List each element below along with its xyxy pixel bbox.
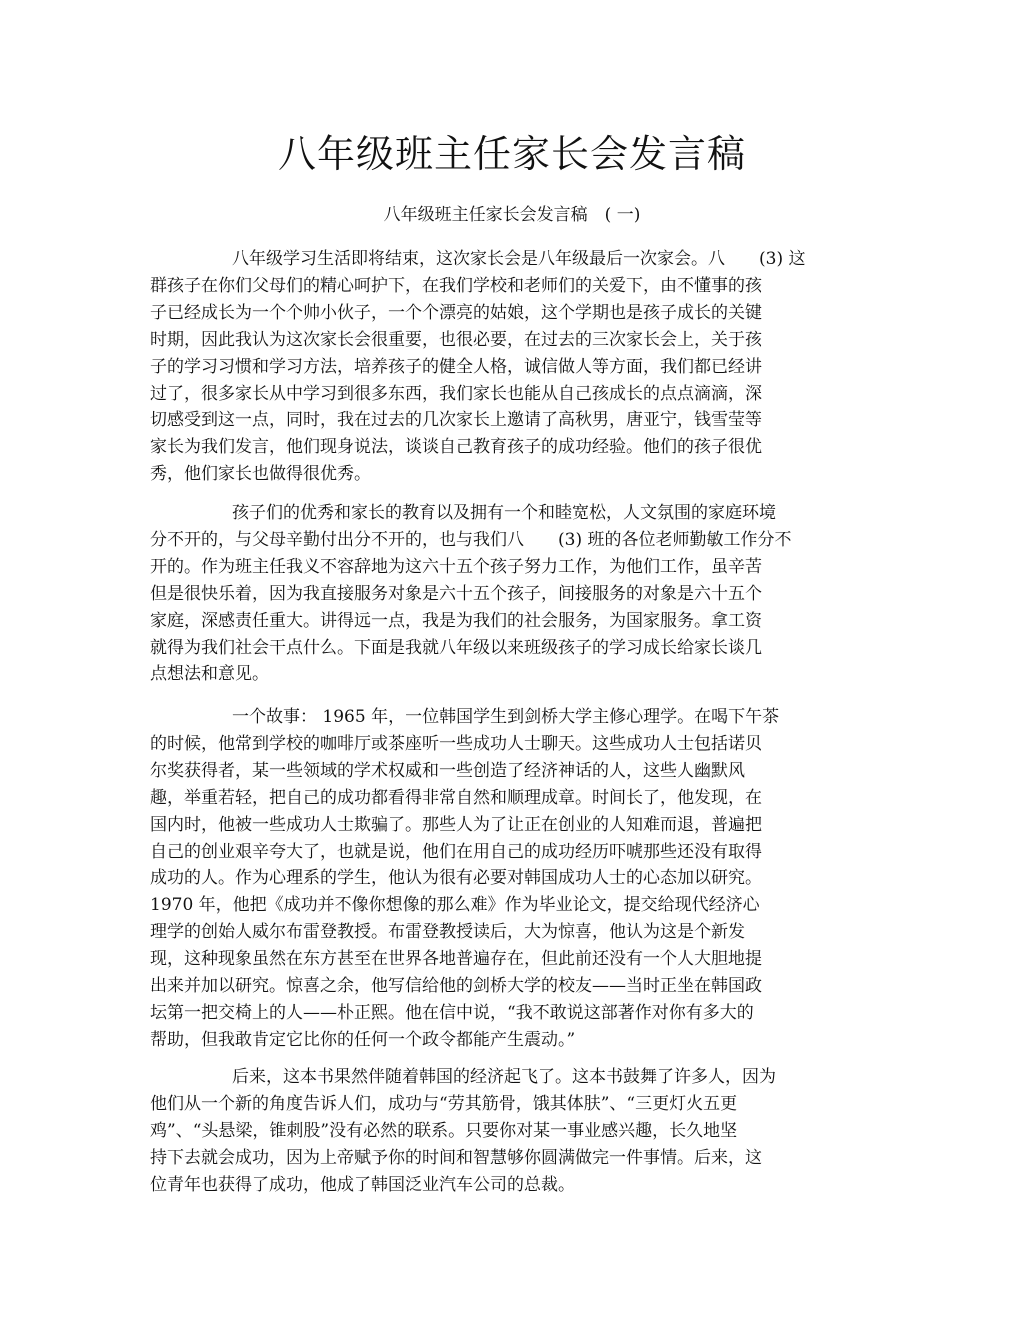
paragraph-2 bbox=[150, 500, 865, 688]
paragraph-line: 子已经成长为一个个帅小伙子，一个个漂亮的姑娘，这个学期也是孩子成长的关键 bbox=[150, 302, 762, 323]
paragraph-line: 1970 年，他把《成功并不像你想像的那么难》作为毕业论文，提交给现代经济心 bbox=[150, 895, 760, 916]
paragraph-line: 切感受到这一点，同时，我在过去的几次家长上邀请了高秋男，唐亚宁，钱雪莹等 bbox=[150, 410, 762, 431]
paragraph-line: 分不开的，与父母辛勤付出分不开的，也与我们八 (3) 班的各位老师勤敏工作分不 bbox=[150, 529, 792, 550]
paragraph-line: 群孩子在你们父母们的精心呵护下，在我们学校和老师们的关爱下，由不懂事的孩 bbox=[150, 275, 762, 296]
paragraph-line: 他们从一个新的角度告诉人们，成功与“劳其筋骨，饿其体肤”、“三更灯火五更 bbox=[150, 1093, 738, 1114]
paragraph-line: 八年级学习生活即将结束，这次家长会是八年级最后一次家会。八 (3) 这 bbox=[232, 249, 806, 269]
paragraph-line: 后来，这本书果然伴随着韩国的经济起飞了。这本书鼓舞了许多人，因为 bbox=[232, 1067, 776, 1087]
page-subtitle: 八年级班主任家长会发言稿 ( 一) bbox=[383, 205, 641, 225]
paragraph-line: 孩子们的优秀和家长的教育以及拥有一个和睦宽松，人文氛围的家庭环境 bbox=[232, 503, 776, 523]
paragraph-line: 理学的创始人威尔布雷登教授。布雷登教授读后，大为惊喜，他认为这是个新发 bbox=[150, 922, 745, 943]
paragraph-line: 但是很快乐着，因为我直接服务对象是六十五个孩子，间接服务的对象是六十五个 bbox=[150, 583, 762, 604]
paragraph-line: 点想法和意见。 bbox=[150, 664, 269, 685]
paragraph-line: 帮助，但我敢肯定它比你的任何一个政令都能产生震动。” bbox=[150, 1029, 576, 1050]
paragraph-line: 国内时，他被一些成功人士欺骗了。那些人为了让正在创业的人知难而退，普遍把 bbox=[150, 814, 762, 835]
paragraph-line: 位青年也获得了成功，他成了韩国泛业汽车公司的总裁。 bbox=[150, 1174, 575, 1195]
paragraph-line: 坛第一把交椅上的人——朴正熙。他在信中说，“我不敢说这部著作对你有多大的 bbox=[150, 1002, 754, 1023]
paragraph-line: 现，这种现象虽然在东方甚至在世界各地普遍存在，但此前还没有一个人大胆地提 bbox=[150, 949, 762, 970]
paragraph-line: 家长为我们发言，他们现身说法，谈谈自己教育孩子的成功经验。他们的孩子很优 bbox=[150, 437, 762, 458]
paragraph-line: 就得为我们社会干点什么。下面是我就八年级以来班级孩子的学习成长给家长谈几 bbox=[150, 637, 762, 658]
paragraph-line: 鸡”、“头悬梁，锥刺股”没有必然的联系。只要你对某一事业感兴趣，长久地坚 bbox=[150, 1120, 738, 1141]
paragraph-line: 子的学习习惯和学习方法，培养孩子的健全人格，诚信做人等方面，我们都已经讲 bbox=[150, 356, 762, 377]
paragraph-line: 开的。作为班主任我义不容辞地为这六十五个孩子努力工作，为他们工作，虽辛苦 bbox=[150, 556, 762, 577]
paragraph-line: 秀，他们家长也做得很优秀。 bbox=[150, 464, 371, 485]
paragraph-line: 趣，举重若轻，把自己的成功都看得非常自然和顺理成章。时间长了，他发现，在 bbox=[150, 787, 762, 808]
paragraph-line: 尔奖获得者，某一些领域的学术权威和一些创造了经济神话的人，这些人幽默风 bbox=[150, 760, 745, 781]
paragraph-line: 一个故事： 1965 年，一位韩国学生到剑桥大学主修心理学。在喝下午茶 bbox=[232, 707, 780, 727]
paragraph-line: 时期，因此我认为这次家长会很重要，也很必要，在过去的三次家长会上，关于孩 bbox=[150, 329, 762, 350]
page-title: 八年级班主任家长会发言稿 bbox=[277, 132, 746, 176]
paragraph-line: 自己的创业艰辛夸大了，也就是说，他们在用自己的成功经历吓唬那些还没有取得 bbox=[150, 841, 762, 862]
paragraph-3 bbox=[150, 704, 865, 1054]
paragraph-line: 的时候，他常到学校的咖啡厅或茶座听一些成功人士聊天。这些成功人士包括诺贝 bbox=[150, 733, 762, 754]
paragraph-4 bbox=[150, 1064, 865, 1199]
paragraph-line: 过了，很多家长从中学习到很多东西，我们家长也能从自己孩成长的点点滴滴，深 bbox=[150, 383, 762, 404]
paragraph-line: 持下去就会成功，因为上帝赋予你的时间和智慧够你圆满做完一件事情。后来，这 bbox=[150, 1147, 762, 1168]
paragraph-1 bbox=[150, 246, 865, 488]
paragraph-line: 家庭，深感责任重大。讲得远一点，我是为我们的社会服务，为国家服务。拿工资 bbox=[150, 610, 762, 631]
paragraph-line: 成功的人。作为心理系的学生，他认为很有必要对韩国成功人士的心态加以研究。 bbox=[150, 868, 762, 889]
paragraph-line: 出来并加以研究。惊喜之余，他写信给他的剑桥大学的校友——当时正坐在韩国政 bbox=[150, 976, 762, 997]
